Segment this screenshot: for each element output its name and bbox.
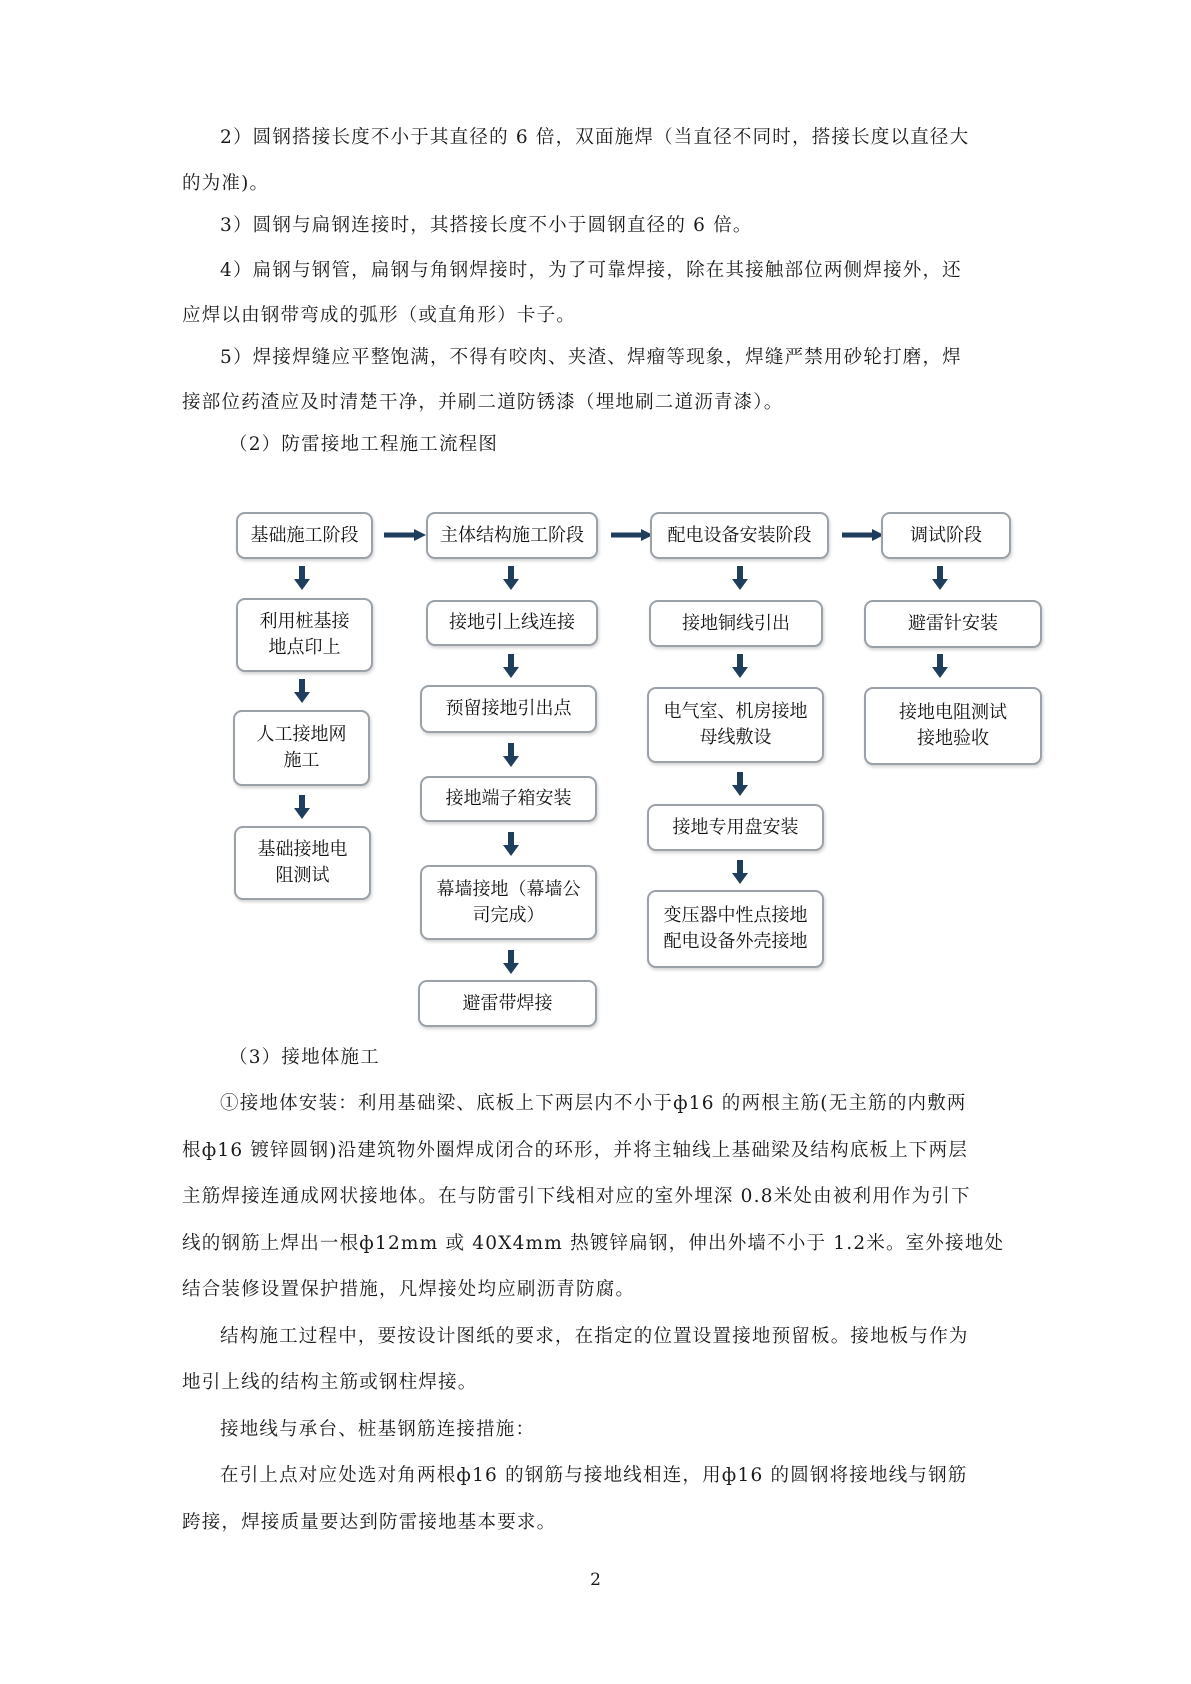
flow-step: 电气室、机房接地 母线敷设 [647,687,824,763]
flow-step: 预留接地引出点 [420,685,597,733]
flow-step: 接地电阻测试 接地验收 [864,687,1042,765]
flow-step: 接地专用盘安装 [647,804,824,851]
paragraph-line: 跨接，焊接质量要达到防雷接地基本要求。 [182,1512,557,1533]
flow-step-stage-header: 配电设备安装阶段 [650,512,829,559]
flow-step-stage-header: 调试阶段 [881,512,1011,559]
paragraph-line: 应焊以由钢带弯成的弧形（或直角形）卡子。 [182,305,577,326]
paragraph-line: 根ф16 镀锌圆钢)沿建筑物外圈焊成闭合的环形，并将主轴线上基础梁及结构底板上下两层 [182,1140,969,1161]
paragraph-line: 2）圆钢搭接长度不小于其直径的 6 倍，双面施焊（当直径不同时，搭接长度以直径大 [220,127,970,148]
paragraph-line: 3）圆钢与扁钢连接时，其搭接长度不小于圆钢直径的 6 倍。 [220,215,753,236]
paragraph-line: 接部位药渣应及时清楚干净，并刷二道防锈漆（埋地刷二道沥青漆）。 [182,392,784,413]
paragraph-line: 在引上点对应处选对角两根ф16 的钢筋与接地线相连，用ф16 的圆钢将接地线与钢筋 [220,1465,968,1486]
flow-step: 接地端子箱安装 [420,776,597,822]
horizontal-arrow [842,529,884,541]
paragraph-line: 的为准)。 [182,173,270,194]
flow-step: 利用桩基接 地点印上 [236,598,373,672]
flow-step: 避雷针安装 [864,600,1042,648]
flow-step: 幕墙接地（幕墙公 司完成） [420,865,597,940]
paragraph-line: 线的钢筋上焊出一根ф12mm 或 40X4mm 热镀锌扁钢，伸出外墙不小于 1.2米。室外接地处 [182,1233,1005,1254]
paragraph-line: 结构施工过程中，要按设计图纸的要求，在指定的位置设置接地预留板。接地板与作为 [220,1326,969,1347]
flow-step: 接地引上线连接 [426,600,598,646]
paragraph-line: 4）扁钢与钢管，扁钢与角钢焊接时，为了可靠焊接，除在其接触部位两侧焊接外，还 [220,260,962,281]
paragraph-line: 接地线与承台、桩基钢筋连接措施： [220,1419,536,1440]
flow-step-stage-header: 基础施工阶段 [236,512,373,559]
paragraph-line: 结合装修设置保护措施，凡焊接处均应刷沥青防腐。 [182,1279,636,1300]
flow-step: 人工接地网 施工 [233,710,370,786]
flow-step: 避雷带焊接 [418,980,597,1027]
paragraph-line: 主筋焊接连通成网状接地体。在与防雷引下线相对应的室外埋深 0.8米处由被利用作为引下 [182,1186,971,1207]
flow-step: 接地铜线引出 [649,600,823,647]
section-heading: （2）防雷接地工程施工流程图 [229,434,499,455]
paragraph-line: 5）焊接焊缝应平整饱满，不得有咬肉、夹渣、焊瘤等现象，焊缝严禁用砂轮打磨，焊 [220,347,962,368]
paragraph-line: ①接地体安装：利用基础梁、底板上下两层内不小于ф16 的两根主筋(无主筋的内敷两 [220,1093,967,1114]
horizontal-arrow [384,529,426,541]
flow-step: 变压器中性点接地 配电设备外壳接地 [647,890,824,968]
vertical-arrows [294,566,948,974]
page-number: 2 [590,1570,601,1590]
horizontal-arrow [611,529,653,541]
flow-step: 基础接地电 阻测试 [234,826,371,900]
flow-step-stage-header: 主体结构施工阶段 [426,512,598,559]
section-heading: （3）接地体施工 [229,1047,380,1068]
paragraph-line: 地引上线的结构主筋或钢柱焊接。 [182,1372,478,1393]
